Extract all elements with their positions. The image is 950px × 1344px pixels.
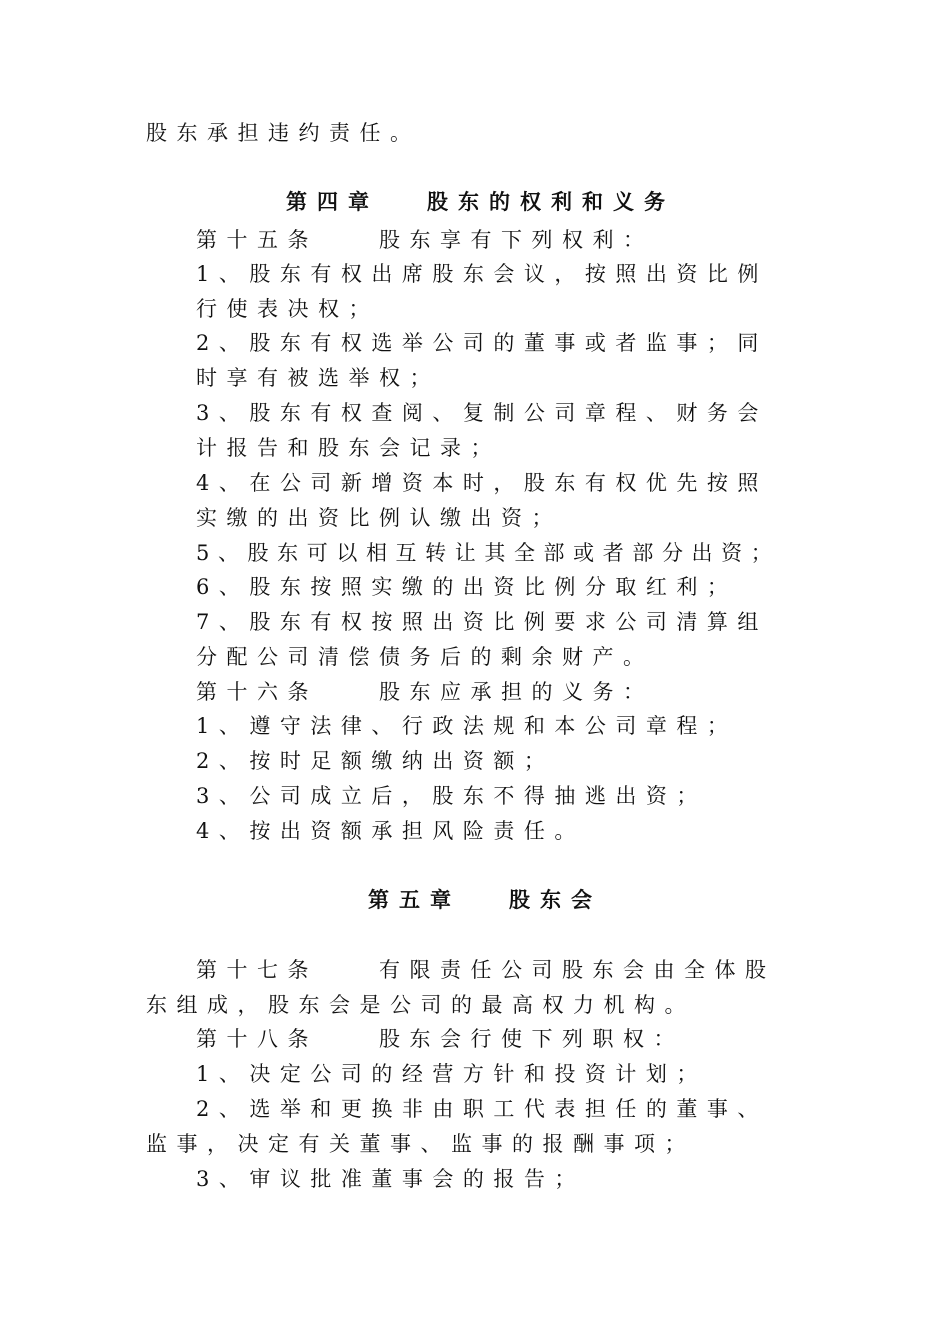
list-item-continuation: 时享有被选举权；: [196, 366, 440, 390]
list-item: 4、在公司新增资本时，股东有权优先按照: [196, 471, 768, 495]
chapter-number: 第四章: [286, 190, 379, 214]
list-item: 1、股东有权出席股东会议，按照出资比例: [196, 262, 768, 286]
chapter-heading: [368, 885, 602, 915]
list-item: 5、股东可以相互转让其全部或者部分出资；: [196, 541, 781, 565]
list-item-continuation: 实缴的出资比例认缴出资；: [196, 506, 562, 530]
list-item: 3、公司成立后，股东不得抽逃出资；: [196, 784, 707, 808]
list-item: 1、决定公司的经营方针和投资计划；: [196, 1062, 707, 1086]
list-item-continuation: 监事，决定有关董事、监事的报酬事项；: [146, 1132, 695, 1156]
list-item-continuation: 行使表决权；: [196, 297, 379, 321]
list-item-continuation: 分配公司清偿债务后的剩余财产。: [196, 645, 654, 669]
article-heading: 第十七条 有限责任公司股东会由全体股: [196, 958, 776, 982]
article-heading: 第十五条 股东享有下列权利：: [196, 228, 654, 252]
list-item-continuation: 计报告和股东会记录；: [196, 436, 501, 460]
list-item: 3、审议批准董事会的报告；: [196, 1167, 585, 1191]
article-heading: 第十八条 股东会行使下列职权：: [196, 1027, 684, 1051]
chapter-title: 股东的权利和义务: [427, 190, 675, 214]
list-item: 4、按出资额承担风险责任。: [196, 819, 585, 843]
chapter-number: 第五章: [368, 888, 461, 912]
list-item: 3、股东有权查阅、复制公司章程、财务会: [196, 401, 768, 425]
list-item: 2、选举和更换非由职工代表担任的董事、: [196, 1097, 768, 1121]
list-item: 7、股东有权按照出资比例要求公司清算组: [196, 610, 768, 634]
paragraph-line: 东组成，股东会是公司的最高权力机构。: [146, 993, 695, 1017]
list-item: 2、按时足额缴纳出资额；: [196, 749, 555, 773]
paragraph-line: 股东承担违约责任。: [146, 121, 421, 145]
list-item: 1、遵守法律、行政法规和本公司章程；: [196, 714, 738, 738]
article-heading: 第十六条 股东应承担的义务：: [196, 680, 654, 704]
chapter-heading: [286, 187, 675, 217]
list-item: 6、股东按照实缴的出资比例分取红利；: [196, 575, 738, 599]
list-item: 2、股东有权选举公司的董事或者监事；同: [196, 331, 768, 355]
chapter-title: 股东会: [509, 888, 602, 912]
